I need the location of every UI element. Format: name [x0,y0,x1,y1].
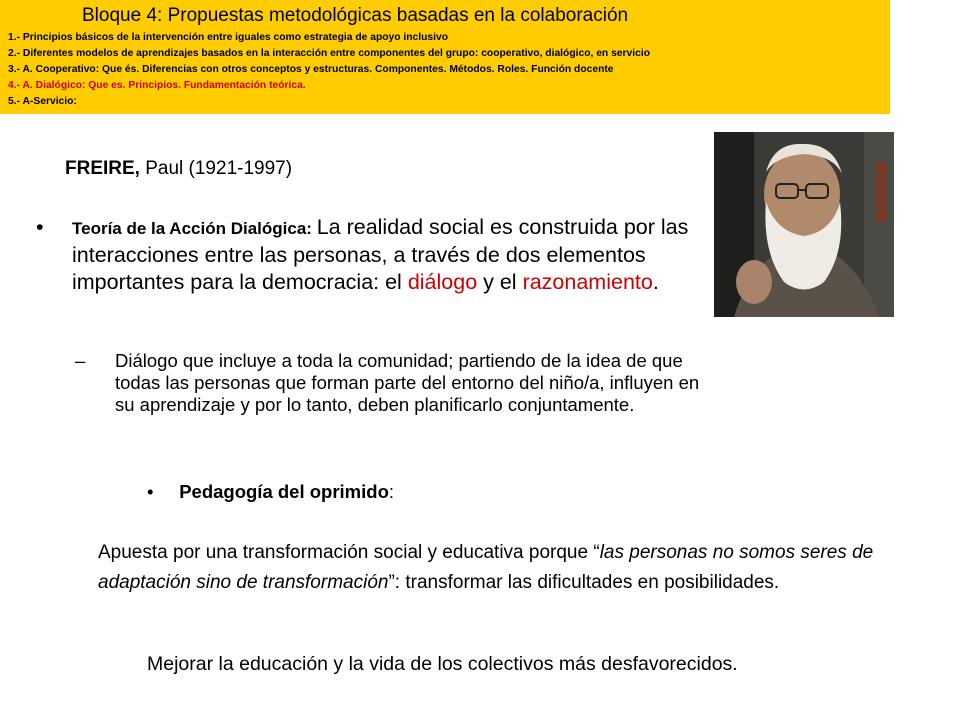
paragraph-text-b: ”: transformar las dificultades en posibilidades. [388,572,780,593]
header-item-1: 1.- Principios básicos de la intervención entre iguales como estrategia de apoyo inclusivo [8,32,449,43]
bullet-body-a: La realidad social es construida por las interacciones entre las personas, a través de dos elementos importantes para la democracia: el [72,215,689,294]
bullet-marker: • [36,215,44,239]
bullet-label: Teoría de la Acción Dialógica [72,219,307,238]
bullet-marker: • [147,481,154,502]
slide-title: Bloque 4: Propuestas metodológicas basadas en la colaboración [82,5,629,26]
dash-marker: – [75,350,86,371]
bullet-label-colon: : [388,481,395,502]
paragraph-apuesta [98,538,918,598]
bullet-body-b: y el [477,270,523,294]
paragraph-quote: las personas no somos seres de adaptación sino de transformación [98,542,874,593]
paragraph-text-a: Apuesta por una transformación social y educativa porque “ [98,542,600,563]
header-item-4: 4.- A. Dialógico: Que es. Principios. Fundamentación teórica. [8,80,306,91]
author-surname: FREIRE, [65,158,140,179]
author-line [65,158,292,180]
keyword-dialogo: diálogo [407,270,478,294]
header-item-5: 5.- A-Servicio: [8,96,77,107]
author-details: Paul (1921-1997) [139,158,293,179]
bullet-label-colon: : [306,219,317,238]
portrait-image [714,132,894,317]
bullet-text [72,214,712,296]
bullet-pedagogia-oprimido [147,481,394,503]
header-item-2: 2.- Diferentes modelos de aprendizajes basados en la interacción entre componentes del grupo: cooperativo, dialógico, en servicio [8,48,651,59]
bullet-body-c: . [652,270,659,294]
header-item-3: 3.- A. Cooperativo: Que és. Diferencias con otros conceptos y estructuras. Componentes. Métodos. Roles. Función docente [8,64,614,75]
closing-line: Mejorar la educación y la vida de los colectivos más desfavorecidos. [147,653,738,675]
keyword-razonamiento: razonamiento [522,270,653,294]
author-photo [714,132,894,317]
sub-bullet-text: Diálogo que incluye a toda la comunidad; partiendo de la idea de que todas las personas que forman parte del entorno del niño/a, influyen en su aprendizaje y por lo tanto, deben planificarlo conjuntamente. [115,350,700,415]
header-banner [0,0,890,114]
bullet-label: Pedagogía del oprimido [179,481,389,502]
